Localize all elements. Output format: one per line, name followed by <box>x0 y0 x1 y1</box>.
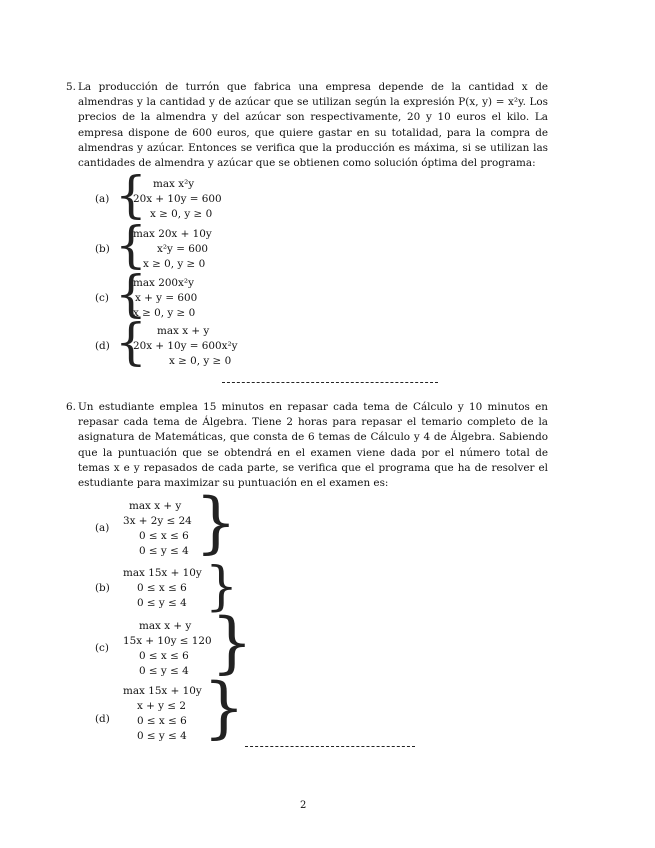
problem-6-option-d <box>95 669 295 746</box>
option-label: (a) <box>95 193 110 205</box>
constraint-line: x²y = 600 <box>157 243 209 255</box>
constraint-line: x ≥ 0, y ≥ 0 <box>169 355 232 367</box>
constraint-line: 0 ≤ x ≤ 6 <box>139 530 189 542</box>
right-brace-icon: } <box>195 484 237 561</box>
problem-5-text: La producción de turrón que fabrica una empresa depende de la cantidad x de almendras y la cantidad y de azúcar que se utilizan según la expresión P(x, y) = x²y. Los precios de la almendra y del azúcar son respectivamente, 20 y 10 euros el kilo. La empresa dispone de 600 euros, que quiere gastar en su totalidad, para la compra de almendras y azúcar. Entonces se verifica que la producción es máxima, si se utilizan las cantidades de almendra y azúcar que se obtienen como solución óptima del programa: <box>78 81 548 170</box>
objective-line: max 15x + 10y <box>123 685 202 697</box>
option-label: (c) <box>95 292 109 304</box>
option-label: (d) <box>95 340 110 352</box>
problem-6-option-a <box>95 484 295 561</box>
constraint-line: 0 ≤ x ≤ 6 <box>137 582 187 594</box>
left-brace-icon: { <box>115 216 147 274</box>
constraint-line: 20x + 10y = 600 <box>133 193 222 205</box>
constraint-line: 0 ≤ y ≤ 4 <box>137 730 187 742</box>
constraint-line: 3x + 2y ≤ 24 <box>123 515 192 527</box>
constraint-line: x + y ≤ 2 <box>137 700 186 712</box>
objective-line: max x + y <box>157 325 210 337</box>
problem-5 <box>66 80 548 171</box>
option-label: (d) <box>95 713 110 725</box>
objective-line: max 200x²y <box>133 277 194 289</box>
objective-line: max 15x + 10y <box>123 567 202 579</box>
left-brace-icon: { <box>115 265 147 323</box>
constraint-line: 0 ≤ x ≤ 6 <box>139 650 189 662</box>
objective-line: max x + y <box>129 500 182 512</box>
problem-6-option-c <box>95 604 295 681</box>
option-label: (b) <box>95 243 110 255</box>
objective-line: max 20x + 10y <box>133 228 212 240</box>
constraint-line: 0 ≤ y ≤ 4 <box>137 597 187 609</box>
constraint-line: 15x + 10y ≤ 120 <box>123 635 212 647</box>
constraint-line: 0 ≤ y ≤ 4 <box>139 545 189 557</box>
constraint-line: x ≥ 0, y ≥ 0 <box>133 307 196 319</box>
constraint-line: x ≥ 0, y ≥ 0 <box>143 258 206 270</box>
constraint-line: x + y = 600 <box>135 292 198 304</box>
constraint-line: 0 ≤ y ≤ 4 <box>139 665 189 677</box>
left-brace-icon: { <box>115 166 147 224</box>
constraint-line: 20x + 10y = 600x²y <box>133 340 238 352</box>
problem-5-option-d <box>95 313 315 371</box>
problem-6-option-b <box>95 557 295 617</box>
separator-line <box>245 746 415 747</box>
right-brace-icon: } <box>203 669 245 746</box>
page-number: 2 <box>300 800 307 811</box>
right-brace-icon: } <box>205 557 239 617</box>
option-label: (c) <box>95 642 109 654</box>
constraint-line: x ≥ 0, y ≥ 0 <box>150 208 213 220</box>
constraint-line: 0 ≤ x ≤ 6 <box>137 715 187 727</box>
problem-6 <box>66 400 548 491</box>
left-brace-icon: { <box>115 313 147 371</box>
problem-6-text: Un estudiante emplea 15 minutos en repasar cada tema de Cálculo y 10 minutos en repasar cada tema de Álgebra. Tiene 2 horas para repasar el temario completo de la asignatura de Matemáticas, que consta de 6 temas de Cálculo y 4 de Álgebra. Sabiendo que la puntuación que se obtendrá en el examen viene dada por el número total de temas x e y repasados de cada parte, se verifica que el programa que ha de resolver el estudiante para maximizar su puntuación en el examen es: <box>78 401 548 490</box>
right-brace-icon: } <box>211 604 253 681</box>
objective-line: max x²y <box>153 178 195 190</box>
problem-5-number: 5. <box>66 81 76 93</box>
objective-line: max x + y <box>139 620 192 632</box>
option-label: (a) <box>95 522 110 534</box>
problem-6-number: 6. <box>66 401 76 413</box>
separator-line <box>222 382 438 383</box>
option-label: (b) <box>95 582 110 594</box>
